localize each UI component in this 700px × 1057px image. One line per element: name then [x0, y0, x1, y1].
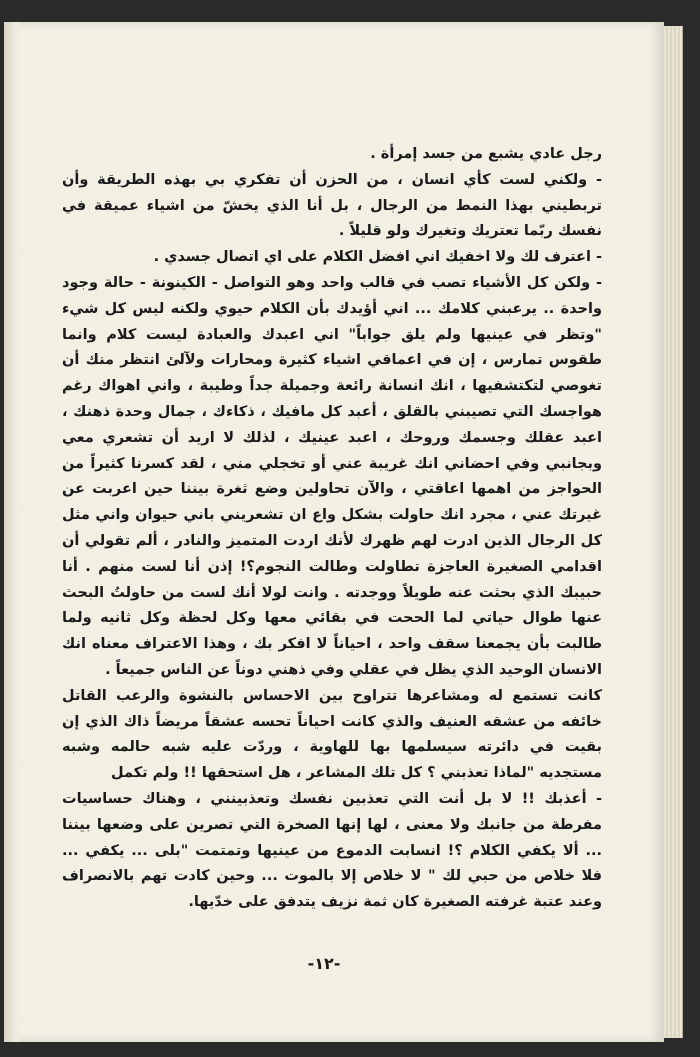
book-page — [4, 22, 664, 1042]
body-text — [62, 142, 602, 916]
paragraph: رجل عادي يشبع من جسد إمرأة . — [370, 146, 602, 162]
paragraph: - ولكني لست كأي انسان ، من الحزن أن تفكري بي بهذه الطريقة وأن تربطيني بهذا النمط من الرجال ، بل أنا الذي يخشّ من اشياء عميقة في نفسك ربّما تعتريك وتغيرك ولو قليلاً . — [62, 171, 602, 240]
paragraph: كانت تستمع له ومشاعرها تتراوح بين الاحساس بالنشوة والرعب القاتل خائفه من عشقه العنيف والذي كانت احياناً تحسه عشقاً مريضاً ذاك الذي إن بقيت في دائرته سيسلمها بها للهاوية ، وردّت عليه شبه حالمه وشبه مستجديه "لماذا تعذبني ؟ كل تلك المشاعر ، هل استحقها !! ولم تكمل — [62, 687, 602, 782]
paragraph: - ولكن كل الأشياء تصب في قالب واحد وهو التواصل - الكينونة - حالة وجود واحدة .. يرعبني كلامك ... اني أؤيدك بأن الكلام حيوي ولكنه ليس كل شيء "وتظر في عينيها ولم يلق جواباً" اني اعبدك والعبادة ليست كلام وانما طقوس تمارس ، إن في اعماقي اشياء كثيرة ومحارات ولآلئ انتظر منك أن تغوصي لتكتشفيها ، انك انسانة رائعة وجميلة جداً وطيبة ، واني اهواك رغم هواجسك التي تصيبني بالقلق ، أعبد كل مافيك ، ذكاءك ، جمال وحدة ذهنك ، اعبد عقلك وجسمك وروحك ، اعبد عينيك ، لذلك لا اريد أن تشعري معي وبجانبي وفي احضاني انك غريبة عني أو تخجلي مني ، لقد كسرنا كثيراً من الحواجز من اهمها اعاقتي ، والآن تحاولين وضع ثغرة بيننا حين اعربت عن غيرتك عني ، مجرد انك حاولت بشكل واع ان تشعريني باني حيوان واني مثل كل الرجال الذين ادرت لهم ظهرك لأنك اردت المتميز والنادر ، ألم تقولي أن اقدامي الصغيرة العاجزة تطاولت وطالت النجوم؟! إذن أنا لست منهم . أنا حبيبك الذي بحثت عنه طويلاً ووجدته . وانت لولا أنك لست من حاولتُ البحث عنها طوال حياتي لما الححت في بقائي معها وكل لحظة وكل ثانيه ولما طالبت بأن يجمعنا سقف واحد ، احياناً لا افكر بك ، وهذا الاعتراف معناه انك الانسان الوحيد الذي يظل في عقلي وفي ذهني دوناً عن الناس جميعاً . — [62, 274, 602, 678]
page-edges — [664, 26, 683, 1038]
page-gutter — [4, 22, 18, 1042]
page-number: -١٢- — [307, 954, 341, 973]
paragraph: - اعترف لك ولا اخفيك اني افضل الكلام على اي اتصال جسدي . — [153, 249, 602, 266]
paragraph: - أعذبك !! لا بل أنت التي تعذبين نفسك وتعذبينني ، وهناك حساسيات مفرطة من جانبك ولا معنى ، لها إنها الصخرة التي تصرين على وضعها بيننا ... ألا يكفي الكلام ؟! انسابت الدموع من عينيها وتمتمت "بلى ... يكفي ... فلا خلاص من حبي لك " لا خلاص إلا بالموت ... وحين كادت تهم بالانصراف وعند عتبة غرفته الصغيرة كان ثمة نزيف يتدفق على خدّيها. — [62, 790, 602, 911]
